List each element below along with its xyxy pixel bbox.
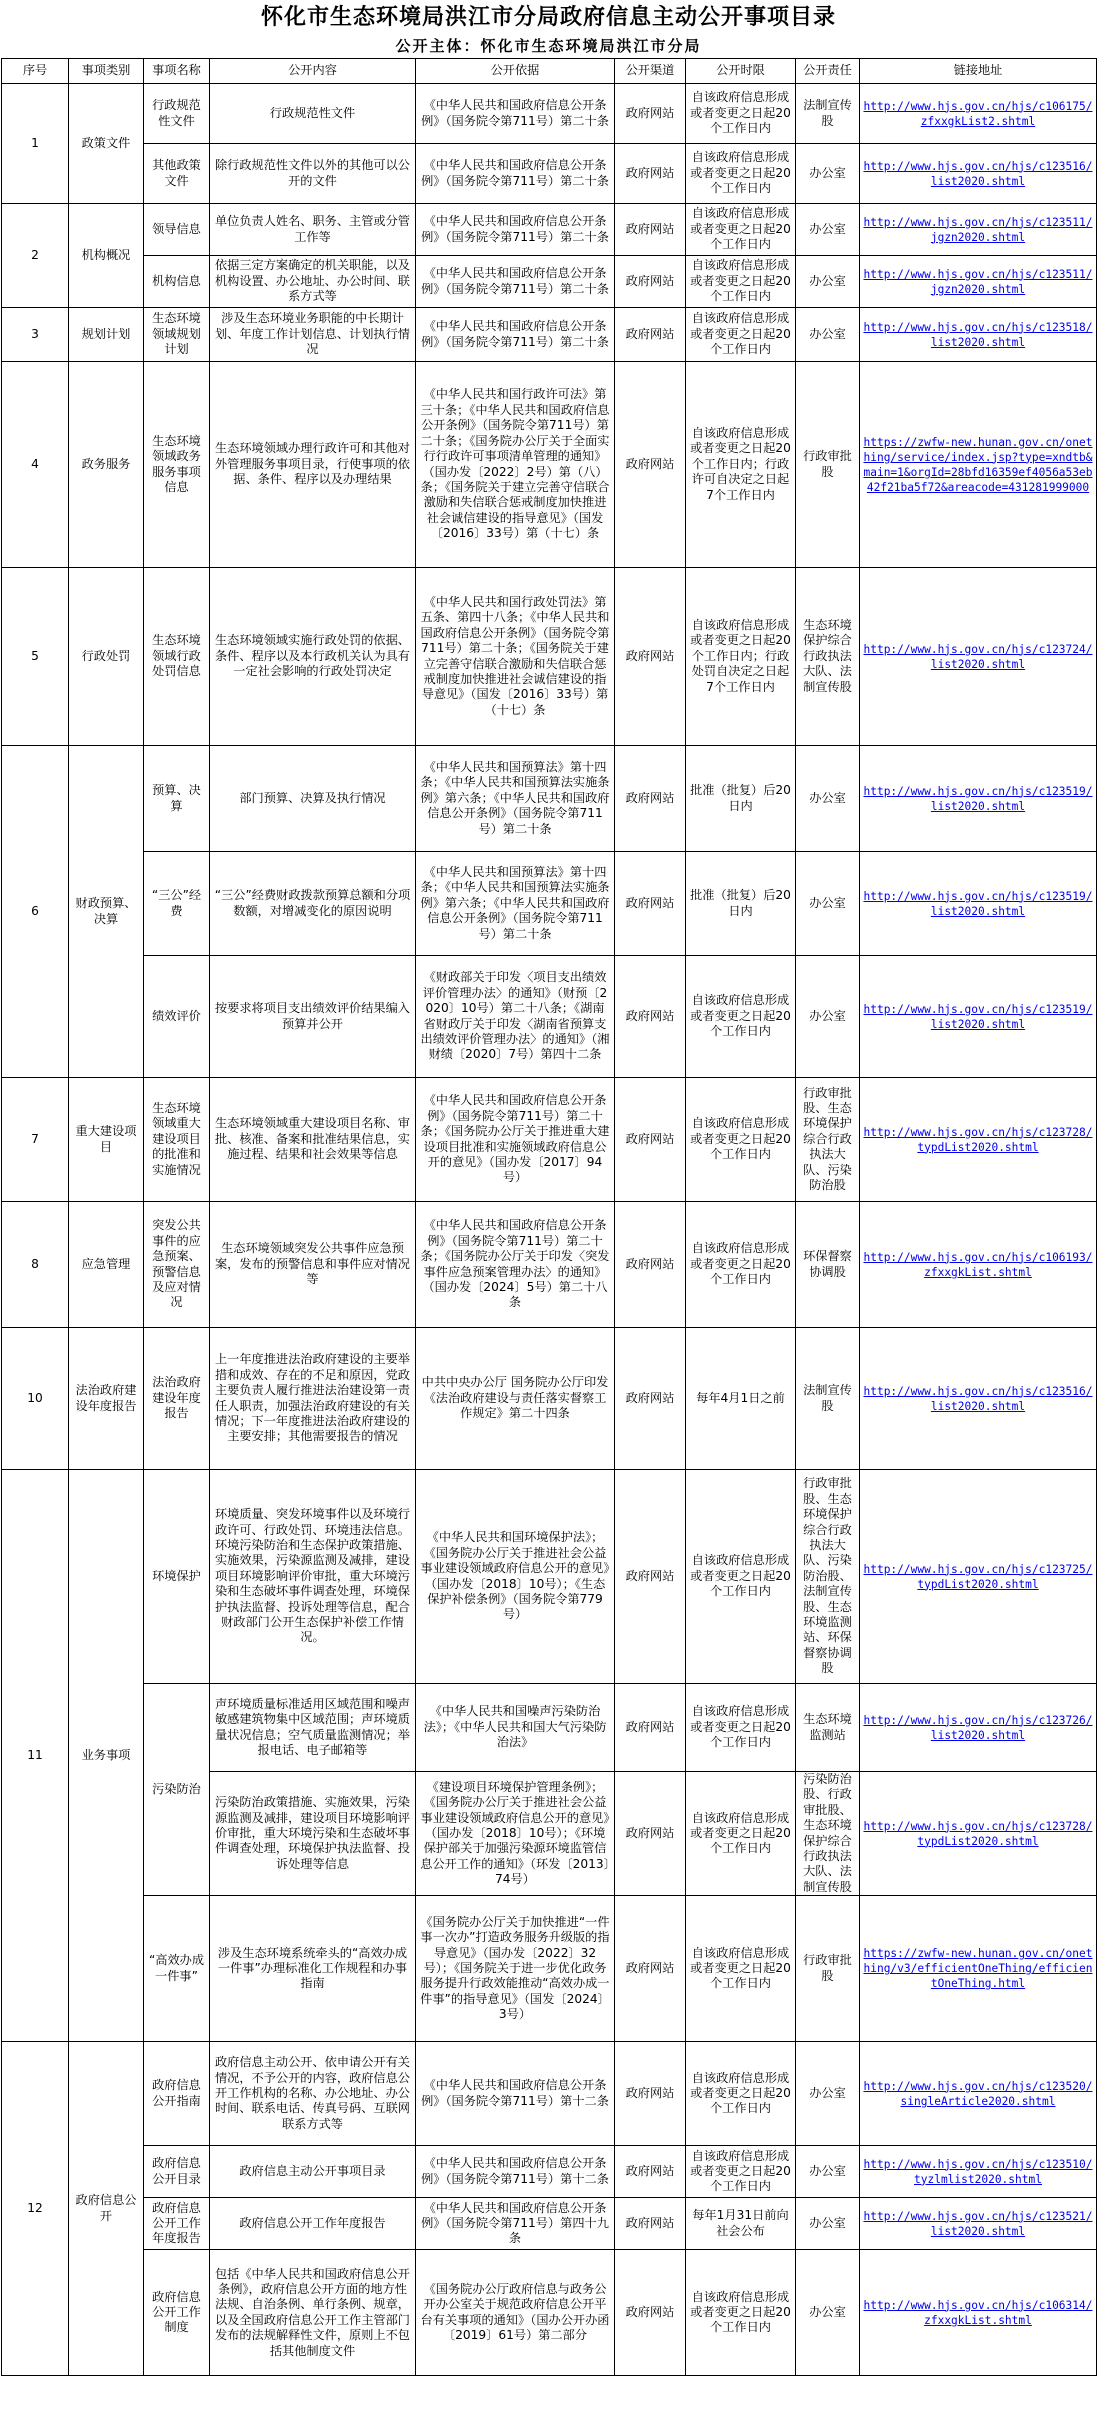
content-cell: 声环境质量标准适用区域范围和噪声敏感建筑物集中区域范围；声环境质量状况信息；空气质量监测情况；举报电话、电子邮箱等 xyxy=(210,1684,416,1772)
seq-cell: 8 xyxy=(2,1202,69,1328)
channel-cell: 政府网站 xyxy=(615,1202,686,1328)
time-limit-cell: 自该政府信息形成或者变更之日起20个工作日内 xyxy=(686,1470,796,1684)
responsibility-cell: 生态环境监测站 xyxy=(796,1684,860,1772)
seq-cell: 3 xyxy=(2,308,69,362)
channel-cell: 政府网站 xyxy=(615,852,686,956)
channel-cell: 政府网站 xyxy=(615,1328,686,1470)
seq-cell: 5 xyxy=(2,568,69,746)
channel-cell: 政府网站 xyxy=(615,2198,686,2250)
table-row xyxy=(2,1684,1097,1772)
category-cell: 重大建设项目 xyxy=(69,1078,144,1202)
link-cell[interactable]: http://www.hjs.gov.cn/hjs/c106175/zfxxgkList2.shtml xyxy=(860,84,1097,144)
item-name-cell: 领导信息 xyxy=(144,204,210,256)
table-row xyxy=(2,204,1097,256)
basis-cell: 中共中央办公厅 国务院办公厅印发《法治政府建设与责任落实督察工作规定》第二十四条 xyxy=(416,1328,615,1470)
table-row xyxy=(2,956,1097,1078)
seq-cell: 10 xyxy=(2,1328,69,1470)
table-row xyxy=(2,1470,1097,1684)
link-cell[interactable]: http://www.hjs.gov.cn/hjs/c123511/jgzn2020.shtml xyxy=(860,204,1097,256)
seq-cell: 4 xyxy=(2,362,69,568)
basis-cell: 《中华人民共和国政府信息公开条例》（国务院令第711号）第二十条；《国务院办公厅关于印发〈突发事件应急预案管理办法〉的通知》（国办发〔2024〕5号）第二十八条 xyxy=(416,1202,615,1328)
category-cell: 机构概况 xyxy=(69,204,144,308)
seq-cell: 7 xyxy=(2,1078,69,1202)
link-cell[interactable]: http://www.hjs.gov.cn/hjs/c106314/zfxxgkList.shtml xyxy=(860,2250,1097,2376)
time-limit-cell: 自该政府信息形成或者变更之日起20个工作日内 xyxy=(686,1684,796,1772)
basis-cell: 《中华人民共和国政府信息公开条例》（国务院令第711号）第二十条；《国务院办公厅关于推进重大建设项目批准和实施领域政府信息公开的意见》（国办发〔2017〕94号） xyxy=(416,1078,615,1202)
responsibility-cell: 办公室 xyxy=(796,746,860,852)
channel-cell: 政府网站 xyxy=(615,362,686,568)
item-name-cell: 突发公共事件的应急预案、预警信息及应对情况 xyxy=(144,1202,210,1328)
channel-cell: 政府网站 xyxy=(615,256,686,308)
time-limit-cell: 自该政府信息形成或者变更之日起20个工作日内 xyxy=(686,1896,796,2042)
content-cell: 生态环境领域实施行政处罚的依据、条件、程序以及本行政机关认为具有一定社会影响的行政处罚决定 xyxy=(210,568,416,746)
table-row xyxy=(2,256,1097,308)
content-cell: 按要求将项目支出绩效评价结果编入预算并公开 xyxy=(210,956,416,1078)
content-cell: 生态环境领域重大建设项目名称、审批、核准、备案和批准结果信息，实施过程、结果和社会效果等信息 xyxy=(210,1078,416,1202)
content-cell: 政府信息公开工作年度报告 xyxy=(210,2198,416,2250)
item-name-cell: 其他政策文件 xyxy=(144,144,210,204)
link-cell[interactable]: http://www.hjs.gov.cn/hjs/c123726/list2020.shtml xyxy=(860,1684,1097,1772)
category-cell: 业务事项 xyxy=(69,1470,144,2042)
item-name-cell: 生态环境领域行政处罚信息 xyxy=(144,568,210,746)
basis-cell: 《财政部关于印发〈项目支出绩效评价管理办法〉的通知》（财预〔2020〕10号）第二十八条；《湖南省财政厅关于印发〈湖南省预算支出绩效评价管理办法〉的通知》（湘财绩〔2020〕7号）第四十二条 xyxy=(416,956,615,1078)
channel-cell: 政府网站 xyxy=(615,1772,686,1896)
link-cell[interactable]: http://www.hjs.gov.cn/hjs/c123725/typdList2020.shtml xyxy=(860,1470,1097,1684)
table-row xyxy=(2,2198,1097,2250)
link-cell[interactable]: http://www.hjs.gov.cn/hjs/c123519/list2020.shtml xyxy=(860,746,1097,852)
category-cell: 行政处罚 xyxy=(69,568,144,746)
table-row xyxy=(2,84,1097,144)
time-limit-cell: 自该政府信息形成或者变更之日起20个工作日内；行政处罚自决定之日起7个工作日内 xyxy=(686,568,796,746)
basis-cell: 《中华人民共和国政府信息公开条例》（国务院令第711号）第二十条 xyxy=(416,144,615,204)
basis-cell: 《中华人民共和国政府信息公开条例》（国务院令第711号）第二十条 xyxy=(416,308,615,362)
link-cell[interactable]: http://www.hjs.gov.cn/hjs/c123521/list2020.shtml xyxy=(860,2198,1097,2250)
item-name-cell: 生态环境领域重大建设项目的批准和实施情况 xyxy=(144,1078,210,1202)
content-cell: 部门预算、决算及执行情况 xyxy=(210,746,416,852)
item-name-cell: “三公”经费 xyxy=(144,852,210,956)
time-limit-cell: 批准（批复）后20日内 xyxy=(686,746,796,852)
seq-cell: 2 xyxy=(2,204,69,308)
responsibility-cell: 办公室 xyxy=(796,144,860,204)
seq-cell: 6 xyxy=(2,746,69,1078)
category-cell: 应急管理 xyxy=(69,1202,144,1328)
basis-cell: 《中华人民共和国行政许可法》第三十条；《中华人民共和国政府信息公开条例》（国务院令第711号）第二十条；《国务院办公厅关于全面实行行政许可事项清单管理的通知》（国办发〔2022〕2号）第（八）条；《国务院关于建立完善守信联合激励和失信联合惩戒制度加快推进社会诚信建设的指导意见》（国发〔2016〕33号）第（十七）条 xyxy=(416,362,615,568)
responsibility-cell: 行政审批股 xyxy=(796,362,860,568)
category-cell: 规划计划 xyxy=(69,308,144,362)
channel-cell: 政府网站 xyxy=(615,1078,686,1202)
category-cell: 政策文件 xyxy=(69,84,144,204)
item-name-cell: 绩效评价 xyxy=(144,956,210,1078)
time-limit-cell: 自该政府信息形成或者变更之日起20个工作日内；行政许可自决定之日起7个工作日内 xyxy=(686,362,796,568)
basis-cell: 《中华人民共和国政府信息公开条例》（国务院令第711号）第十二条 xyxy=(416,2042,615,2146)
responsibility-cell: 生态环境保护综合行政执法大队、法制宣传股 xyxy=(796,568,860,746)
time-limit-cell: 自该政府信息形成或者变更之日起20个工作日内 xyxy=(686,2250,796,2376)
responsibility-cell: 办公室 xyxy=(796,2250,860,2376)
table-row xyxy=(2,746,1097,852)
link-cell[interactable]: http://www.hjs.gov.cn/hjs/c123728/typdList2020.shtml xyxy=(860,1772,1097,1896)
time-limit-cell: 自该政府信息形成或者变更之日起20个工作日内 xyxy=(686,1078,796,1202)
basis-cell: 《中华人民共和国政府信息公开条例》（国务院令第711号）第四十九条 xyxy=(416,2198,615,2250)
header-responsibility: 公开责任 xyxy=(796,59,860,84)
time-limit-cell: 自该政府信息形成或者变更之日起20个工作日内 xyxy=(686,2042,796,2146)
channel-cell: 政府网站 xyxy=(615,568,686,746)
link-cell[interactable]: http://www.hjs.gov.cn/hjs/c123518/list2020.shtml xyxy=(860,308,1097,362)
responsibility-cell: 环保督察协调股 xyxy=(796,1202,860,1328)
channel-cell: 政府网站 xyxy=(615,204,686,256)
item-name-cell: “高效办成一件事” xyxy=(144,1896,210,2042)
content-cell: 除行政规范性文件以外的其他可以公开的文件 xyxy=(210,144,416,204)
responsibility-cell: 办公室 xyxy=(796,308,860,362)
item-name-cell: 生态环境领域规划计划 xyxy=(144,308,210,362)
item-name-cell: 预算、决算 xyxy=(144,746,210,852)
link-cell[interactable]: http://www.hjs.gov.cn/hjs/c123520/singleArticle2020.shtml xyxy=(860,2042,1097,2146)
channel-cell: 政府网站 xyxy=(615,2250,686,2376)
basis-cell: 《中华人民共和国行政处罚法》第五条、第四十八条；《中华人民共和国政府信息公开条例》（国务院令第711号）第二十条；《国务院关于建立完善守信联合激励和失信联合惩戒制度加快推进社会诚信建设的指导意见》（国发〔2016〕33号）第（十七）条 xyxy=(416,568,615,746)
header-seq: 序号 xyxy=(2,59,69,84)
header-link: 链接地址 xyxy=(860,59,1097,84)
header-basis: 公开依据 xyxy=(416,59,615,84)
link-cell[interactable]: https://zwfw-new.hunan.gov.cn/onething/v3/efficientOneThing/efficientOneThing.html xyxy=(860,1896,1097,2042)
content-cell: 涉及生态环境业务职能的中长期计划、年度工作计划信息、计划执行情况 xyxy=(210,308,416,362)
link-cell[interactable]: http://www.hjs.gov.cn/hjs/c123510/tyzlmlist2020.shtml xyxy=(860,2146,1097,2198)
basis-cell: 《建设项目环境保护管理条例》；《国务院办公厅关于推进社会公益事业建设领域政府信息公开的意见》（国办发〔2018〕10号）；《环境保护部关于加强污染源环境监管信息公开工作的通知》（环发〔2013〕74号） xyxy=(416,1772,615,1896)
time-limit-cell: 每年1月31日前向社会公布 xyxy=(686,2198,796,2250)
category-cell: 法治政府建设年度报告 xyxy=(69,1328,144,1470)
seq-cell: 11 xyxy=(2,1470,69,2042)
link-cell[interactable]: http://www.hjs.gov.cn/hjs/c123516/list2020.shtml xyxy=(860,1328,1097,1470)
basis-cell: 《中华人民共和国预算法》第十四条；《中华人民共和国预算法实施条例》第六条；《中华人民共和国政府信息公开条例》（国务院令第711号）第二十条 xyxy=(416,852,615,956)
link-cell[interactable]: http://www.hjs.gov.cn/hjs/c106193/zfxxgkList.shtml xyxy=(860,1202,1097,1328)
link-cell[interactable]: http://www.hjs.gov.cn/hjs/c123728/typdList2020.shtml xyxy=(860,1078,1097,1202)
channel-cell: 政府网站 xyxy=(615,144,686,204)
time-limit-cell: 自该政府信息形成或者变更之日起20个工作日内 xyxy=(686,1772,796,1896)
header-category: 事项类别 xyxy=(69,59,144,84)
table-row xyxy=(2,1202,1097,1328)
content-cell: “三公”经费财政拨款预算总额和分项数额，对增减变化的原因说明 xyxy=(210,852,416,956)
item-name-cell: 政府信息公开目录 xyxy=(144,2146,210,2198)
item-name-cell: 机构信息 xyxy=(144,256,210,308)
content-cell: 行政规范性文件 xyxy=(210,84,416,144)
header-row xyxy=(2,59,1097,84)
basis-cell: 《国务院办公厅政府信息与政务公开办公室关于规范政府信息公开平台有关事项的通知》（国办公开办函〔2019〕61号）第二部分 xyxy=(416,2250,615,2376)
responsibility-cell: 行政审批股、生态环境保护综合行政执法大队、污染防治股 xyxy=(796,1078,860,1202)
item-name-cell: 法治政府建设年度报告 xyxy=(144,1328,210,1470)
content-cell: 政府信息主动公开、依申请公开有关情况，不予公开的内容，政府信息公开工作机构的名称、办公地址、办公时间、联系电话、传真号码、互联网联系方式等 xyxy=(210,2042,416,2146)
item-name-cell: 污染防治 xyxy=(144,1684,210,1896)
page-subtitle: 公开主体：怀化市生态环境局洪江市分局 xyxy=(395,37,702,55)
time-limit-cell: 自该政府信息形成或者变更之日起20个工作日内 xyxy=(686,204,796,256)
header-channel: 公开渠道 xyxy=(615,59,686,84)
link-cell[interactable]: http://www.hjs.gov.cn/hjs/c123724/list2020.shtml xyxy=(860,568,1097,746)
table-row xyxy=(2,362,1097,568)
item-name-cell: 政府信息公开工作年度报告 xyxy=(144,2198,210,2250)
responsibility-cell: 办公室 xyxy=(796,956,860,1078)
time-limit-cell: 自该政府信息形成或者变更之日起20个工作日内 xyxy=(686,2146,796,2198)
header-content: 公开内容 xyxy=(210,59,416,84)
table-row xyxy=(2,2042,1097,2146)
time-limit-cell: 自该政府信息形成或者变更之日起20个工作日内 xyxy=(686,144,796,204)
channel-cell: 政府网站 xyxy=(615,1896,686,2042)
link-cell[interactable]: http://www.hjs.gov.cn/hjs/c123519/list2020.shtml xyxy=(860,852,1097,956)
channel-cell: 政府网站 xyxy=(615,2042,686,2146)
seq-cell: 1 xyxy=(2,84,69,204)
page-title: 怀化市生态环境局洪江市分局政府信息主动公开事项目录 xyxy=(260,4,836,30)
basis-cell: 《中华人民共和国政府信息公开条例》（国务院令第711号）第二十条 xyxy=(416,256,615,308)
category-cell: 政府信息公开 xyxy=(69,2042,144,2376)
item-name-cell: 环境保护 xyxy=(144,1470,210,1684)
channel-cell: 政府网站 xyxy=(615,1470,686,1684)
responsibility-cell: 行政审批股 xyxy=(796,1896,860,2042)
responsibility-cell: 污染防治股、行政审批股、生态环境保护综合行政执法大队、法制宣传股 xyxy=(796,1772,860,1896)
seq-cell: 12 xyxy=(2,2042,69,2376)
content-cell: 环境质量、突发环境事件以及环境行政许可、行政处罚、环境违法信息。环境污染防治和生态保护政策措施、实施效果，污染源监测及减排，建设项目环境影响评价审批，重大环境污染和生态破坏事件调查处理，环境保护执法监督、投诉处理等信息，配合财政部门公开生态保护补偿工作情况。 xyxy=(210,1470,416,1684)
time-limit-cell: 自该政府信息形成或者变更之日起20个工作日内 xyxy=(686,256,796,308)
content-cell: 单位负责人姓名、职务、主管或分管工作等 xyxy=(210,204,416,256)
basis-cell: 《中华人民共和国政府信息公开条例》（国务院令第711号）第二十条 xyxy=(416,204,615,256)
content-cell: 包括《中华人民共和国政府信息公开条例》，政府信息公开方面的地方性法规、自治条例、单行条例、规章，以及全国政府信息公开工作主管部门发布的法规解释性文件，原则上不包括其他制度文件 xyxy=(210,2250,416,2376)
table-row xyxy=(2,1896,1097,2042)
basis-cell: 《中华人民共和国环境保护法》；《国务院办公厅关于推进社会公益事业建设领域政府信息公开的意见》（国办发〔2018〕10号）；《生态保护补偿条例》（国务院令第779号） xyxy=(416,1470,615,1684)
channel-cell: 政府网站 xyxy=(615,2146,686,2198)
table-row xyxy=(2,568,1097,746)
responsibility-cell: 办公室 xyxy=(796,256,860,308)
channel-cell: 政府网站 xyxy=(615,308,686,362)
responsibility-cell: 行政审批股、生态环境保护综合行政执法大队、污染防治股、法制宣传股、生态环境监测站、环保督察协调股 xyxy=(796,1470,860,1684)
responsibility-cell: 办公室 xyxy=(796,852,860,956)
time-limit-cell: 自该政府信息形成或者变更之日起20个工作日内 xyxy=(686,84,796,144)
table-row xyxy=(2,2250,1097,2376)
header-time-limit: 公开时限 xyxy=(686,59,796,84)
content-cell: 污染防治政策措施、实施效果，污染源监测及减排，建设项目环境影响评价审批，重大环境污染和生态破坏事件调查处理，环境保护执法监督、投诉处理等信息 xyxy=(210,1772,416,1896)
table-row xyxy=(2,144,1097,204)
catalog-table xyxy=(1,58,1097,2376)
content-cell: 生态环境领域办理行政许可和其他对外管理服务事项目录，行使事项的依据、条件、程序以及办理结果 xyxy=(210,362,416,568)
basis-cell: 《国务院办公厅关于加快推进“一件事一次办”打造政务服务升级版的指导意见》（国办发〔2022〕32号）；《国务院关于进一步优化政务服务提升行政效能推动“高效办成一件事”的指导意见》（国发〔2024〕3号） xyxy=(416,1896,615,2042)
time-limit-cell: 批准（批复）后20日内 xyxy=(686,852,796,956)
link-cell[interactable]: https://zwfw-new.hunan.gov.cn/onething/service/index.jsp?type=xndtb&main=1&orgId=28bfd16359ef4056a53eb42f21ba5f72&areacode=431281999000 xyxy=(860,362,1097,568)
responsibility-cell: 办公室 xyxy=(796,2198,860,2250)
item-name-cell: 政府信息公开指南 xyxy=(144,2042,210,2146)
table-row xyxy=(2,1328,1097,1470)
time-limit-cell: 自该政府信息形成或者变更之日起20个工作日内 xyxy=(686,1202,796,1328)
responsibility-cell: 办公室 xyxy=(796,204,860,256)
channel-cell: 政府网站 xyxy=(615,84,686,144)
table-row xyxy=(2,2146,1097,2198)
responsibility-cell: 法制宣传股 xyxy=(796,1328,860,1470)
time-limit-cell: 自该政府信息形成或者变更之日起20个工作日内 xyxy=(686,956,796,1078)
channel-cell: 政府网站 xyxy=(615,956,686,1078)
table-row xyxy=(2,852,1097,956)
time-limit-cell: 自该政府信息形成或者变更之日起20个工作日内 xyxy=(686,308,796,362)
content-cell: 生态环境领域突发公共事件应急预案，发布的预警信息和事件应对情况等 xyxy=(210,1202,416,1328)
content-cell: 涉及生态环境系统牵头的“高效办成一件事”办理标准化工作规程和办事指南 xyxy=(210,1896,416,2042)
basis-cell: 《中华人民共和国政府信息公开条例》（国务院令第711号）第二十条 xyxy=(416,84,615,144)
basis-cell: 《中华人民共和国政府信息公开条例》（国务院令第711号）第十二条 xyxy=(416,2146,615,2198)
table-row xyxy=(2,1078,1097,1202)
content-cell: 上一年度推进法治政府建设的主要举措和成效、存在的不足和原因，党政主要负责人履行推进法治建设第一责任人职责，加强法治政府建设的有关情况；下一年度推进法治政府建设的主要安排；其他需要报告的情况 xyxy=(210,1328,416,1470)
table-row xyxy=(2,308,1097,362)
category-cell: 财政预算、决算 xyxy=(69,746,144,1078)
item-name-cell: 行政规范性文件 xyxy=(144,84,210,144)
responsibility-cell: 法制宣传股 xyxy=(796,84,860,144)
basis-cell: 《中华人民共和国预算法》第十四条；《中华人民共和国预算法实施条例》第六条；《中华人民共和国政府信息公开条例》（国务院令第711号）第二十条 xyxy=(416,746,615,852)
item-name-cell: 生态环境领域政务服务事项信息 xyxy=(144,362,210,568)
responsibility-cell: 办公室 xyxy=(796,2042,860,2146)
time-limit-cell: 每年4月1日之前 xyxy=(686,1328,796,1470)
basis-cell: 《中华人民共和国噪声污染防治法》；《中华人民共和国大气污染防治法》 xyxy=(416,1684,615,1772)
content-cell: 依据三定方案确定的机关职能，以及机构设置、办公地址、办公时间、联系方式等 xyxy=(210,256,416,308)
header-item-name: 事项名称 xyxy=(144,59,210,84)
content-cell: 政府信息主动公开事项目录 xyxy=(210,2146,416,2198)
channel-cell: 政府网站 xyxy=(615,746,686,852)
channel-cell: 政府网站 xyxy=(615,1684,686,1772)
responsibility-cell: 办公室 xyxy=(796,2146,860,2198)
category-cell: 政务服务 xyxy=(69,362,144,568)
item-name-cell: 政府信息公开工作制度 xyxy=(144,2250,210,2376)
link-cell[interactable]: http://www.hjs.gov.cn/hjs/c123511/jgzn2020.shtml xyxy=(860,256,1097,308)
link-cell[interactable]: http://www.hjs.gov.cn/hjs/c123516/list2020.shtml xyxy=(860,144,1097,204)
link-cell[interactable]: http://www.hjs.gov.cn/hjs/c123519/list2020.shtml xyxy=(860,956,1097,1078)
